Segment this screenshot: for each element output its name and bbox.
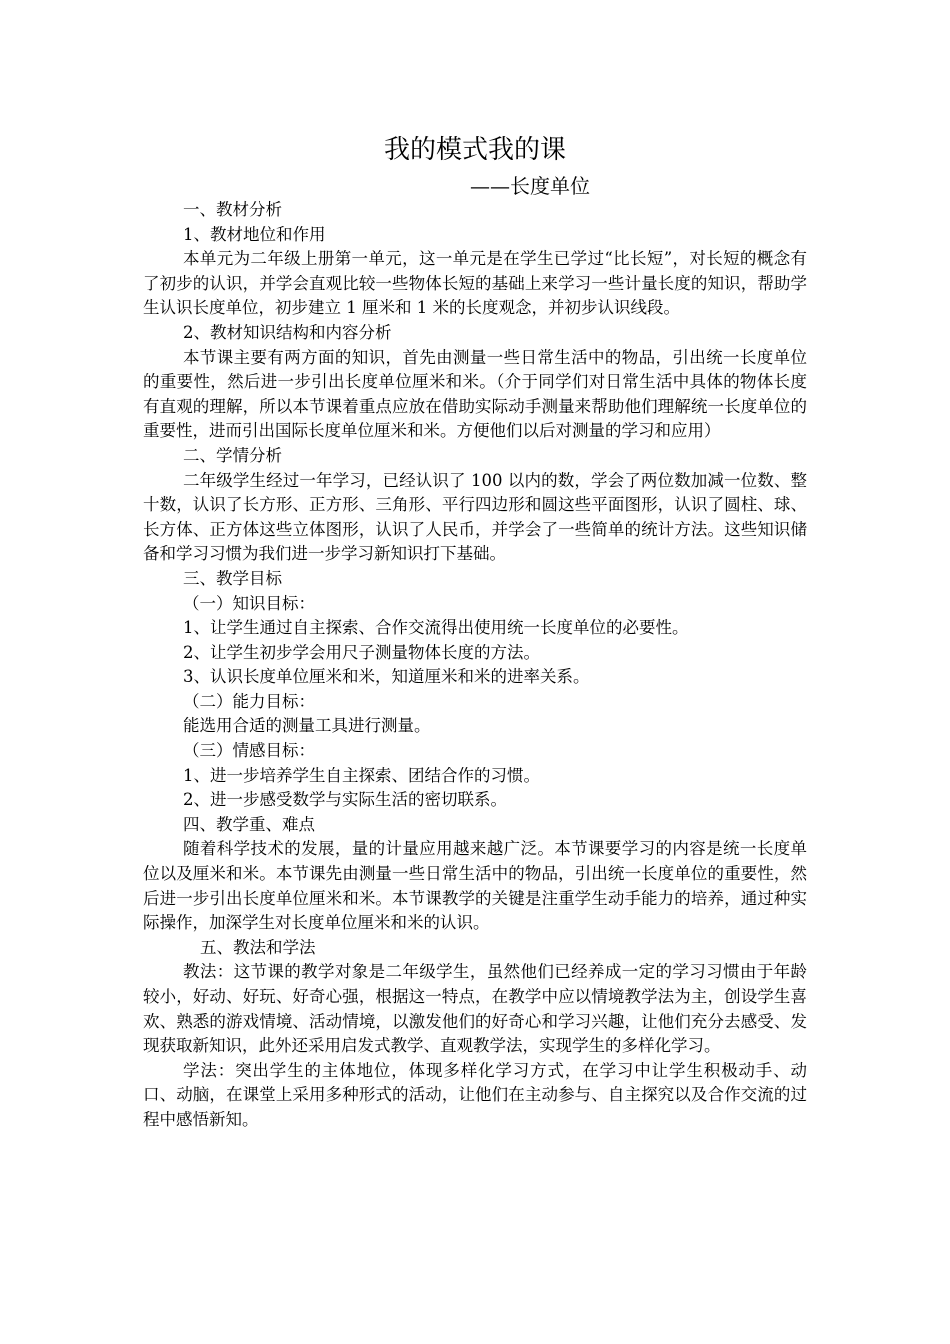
paragraph: 学法：突出学生的主体地位，体现多样化学习方式，在学习中让学生积极动手、动口、动脑，在课堂上采用多种形式的活动，让他们在主动参与、自主探究以及合作交流的过程中感悟新知。 xyxy=(143,1060,807,1129)
document-title: 我的模式我的课 xyxy=(383,135,566,165)
paragraph: 教法：这节课的教学对象是二年级学生，虽然他们已经养成一定的学习习惯由于年龄较小，好动、好玩、好奇心强，根据这一特点，在教学中应以情境教学法为主，创设学生喜欢、熟悉的游戏情境、活动情境，以激发他们的好奇心和学习兴趣，让他们充分去感受、发现获取新知识，此外还采用启发式教学、直观教学法，实现学生的多样化学习。 xyxy=(143,962,807,1056)
list-item: 能选用合适的测量工具进行测量。 xyxy=(183,716,431,736)
paragraph: 本单元为二年级上册第一单元，这一单元是在学生已学过“比长短”，对长短的概念有了初步的认识，并学会直观比较一些物体长短的基础上来学习一些计量长度的知识，帮助学生认识长度单位，初步建立 1 厘米和 1 米的长度观念，并初步认识线段。 xyxy=(143,249,807,318)
list-item: 1、进一步培养学生自主探索、团结合作的习惯。 xyxy=(183,765,540,785)
subsection-heading: （二）能力目标： xyxy=(183,691,315,711)
paragraph: 二年级学生经过一年学习，已经认识了 100 以内的数，学会了两位数加减一位数、整十数，认识了长方形、正方形、三角形、平行四边形和圆这些平面图形，认识了圆柱、球、长方体、正方体这些立体图形，认识了人民币，并学会了一些简单的统计方法。这些知识储备和学习习惯为我们进一步学习新知识打下基础。 xyxy=(143,470,807,564)
list-item: 2、让学生初步学会用尺子测量物体长度的方法。 xyxy=(183,642,540,662)
section-heading: 一、教材分析 xyxy=(183,200,282,219)
paragraph: 随着科学技术的发展，量的计量应用越来越广泛。本节课要学习的内容是统一长度单位以及厘米和米。本节课先由测量一些日常生活中的物品，引出统一长度单位的重要性，然后进一步引出长度单位厘米和米。本节课教学的关键是注重学生动手能力的培养，通过种实际操作，加深学生对长度单位厘米和米的认识。 xyxy=(143,839,807,933)
section-heading: 三、教学目标 xyxy=(183,568,282,588)
section-heading: 四、教学重、难点 xyxy=(183,814,315,834)
list-item: 1、让学生通过自主探索、合作交流得出使用统一长度单位的必要性。 xyxy=(183,618,689,638)
paragraph: 本节课主要有两方面的知识，首先由测量一些日常生活中的物品，引出统一长度单位的重要性，然后进一步引出长度单位厘米和米。（介于同学们对日常生活中具体的物体长度有直观的理解，所以本节课着重点应放在借助实际动手测量来帮助他们理解统一长度单位的重要性，进而引出国际长度单位厘米和米。方便他们以后对测量的学习和应用） xyxy=(143,347,807,441)
document-subtitle: ——长度单位 xyxy=(470,174,590,198)
subsection-heading: 2、教材知识结构和内容分析 xyxy=(183,322,392,342)
section-heading: 二、学情分析 xyxy=(183,445,282,465)
section-heading: 五、教法和学法 xyxy=(200,937,316,957)
list-item: 2、进一步感受数学与实际生活的密切联系。 xyxy=(183,790,507,810)
subsection-heading: 1、教材地位和作用 xyxy=(183,224,326,244)
subsection-heading: （三）情感目标： xyxy=(183,741,315,761)
document-body xyxy=(143,198,807,1133)
subsection-heading: （一）知识目标： xyxy=(183,593,315,613)
list-item: 3、认识长度单位厘米和米，知道厘米和米的进率关系。 xyxy=(183,667,590,687)
